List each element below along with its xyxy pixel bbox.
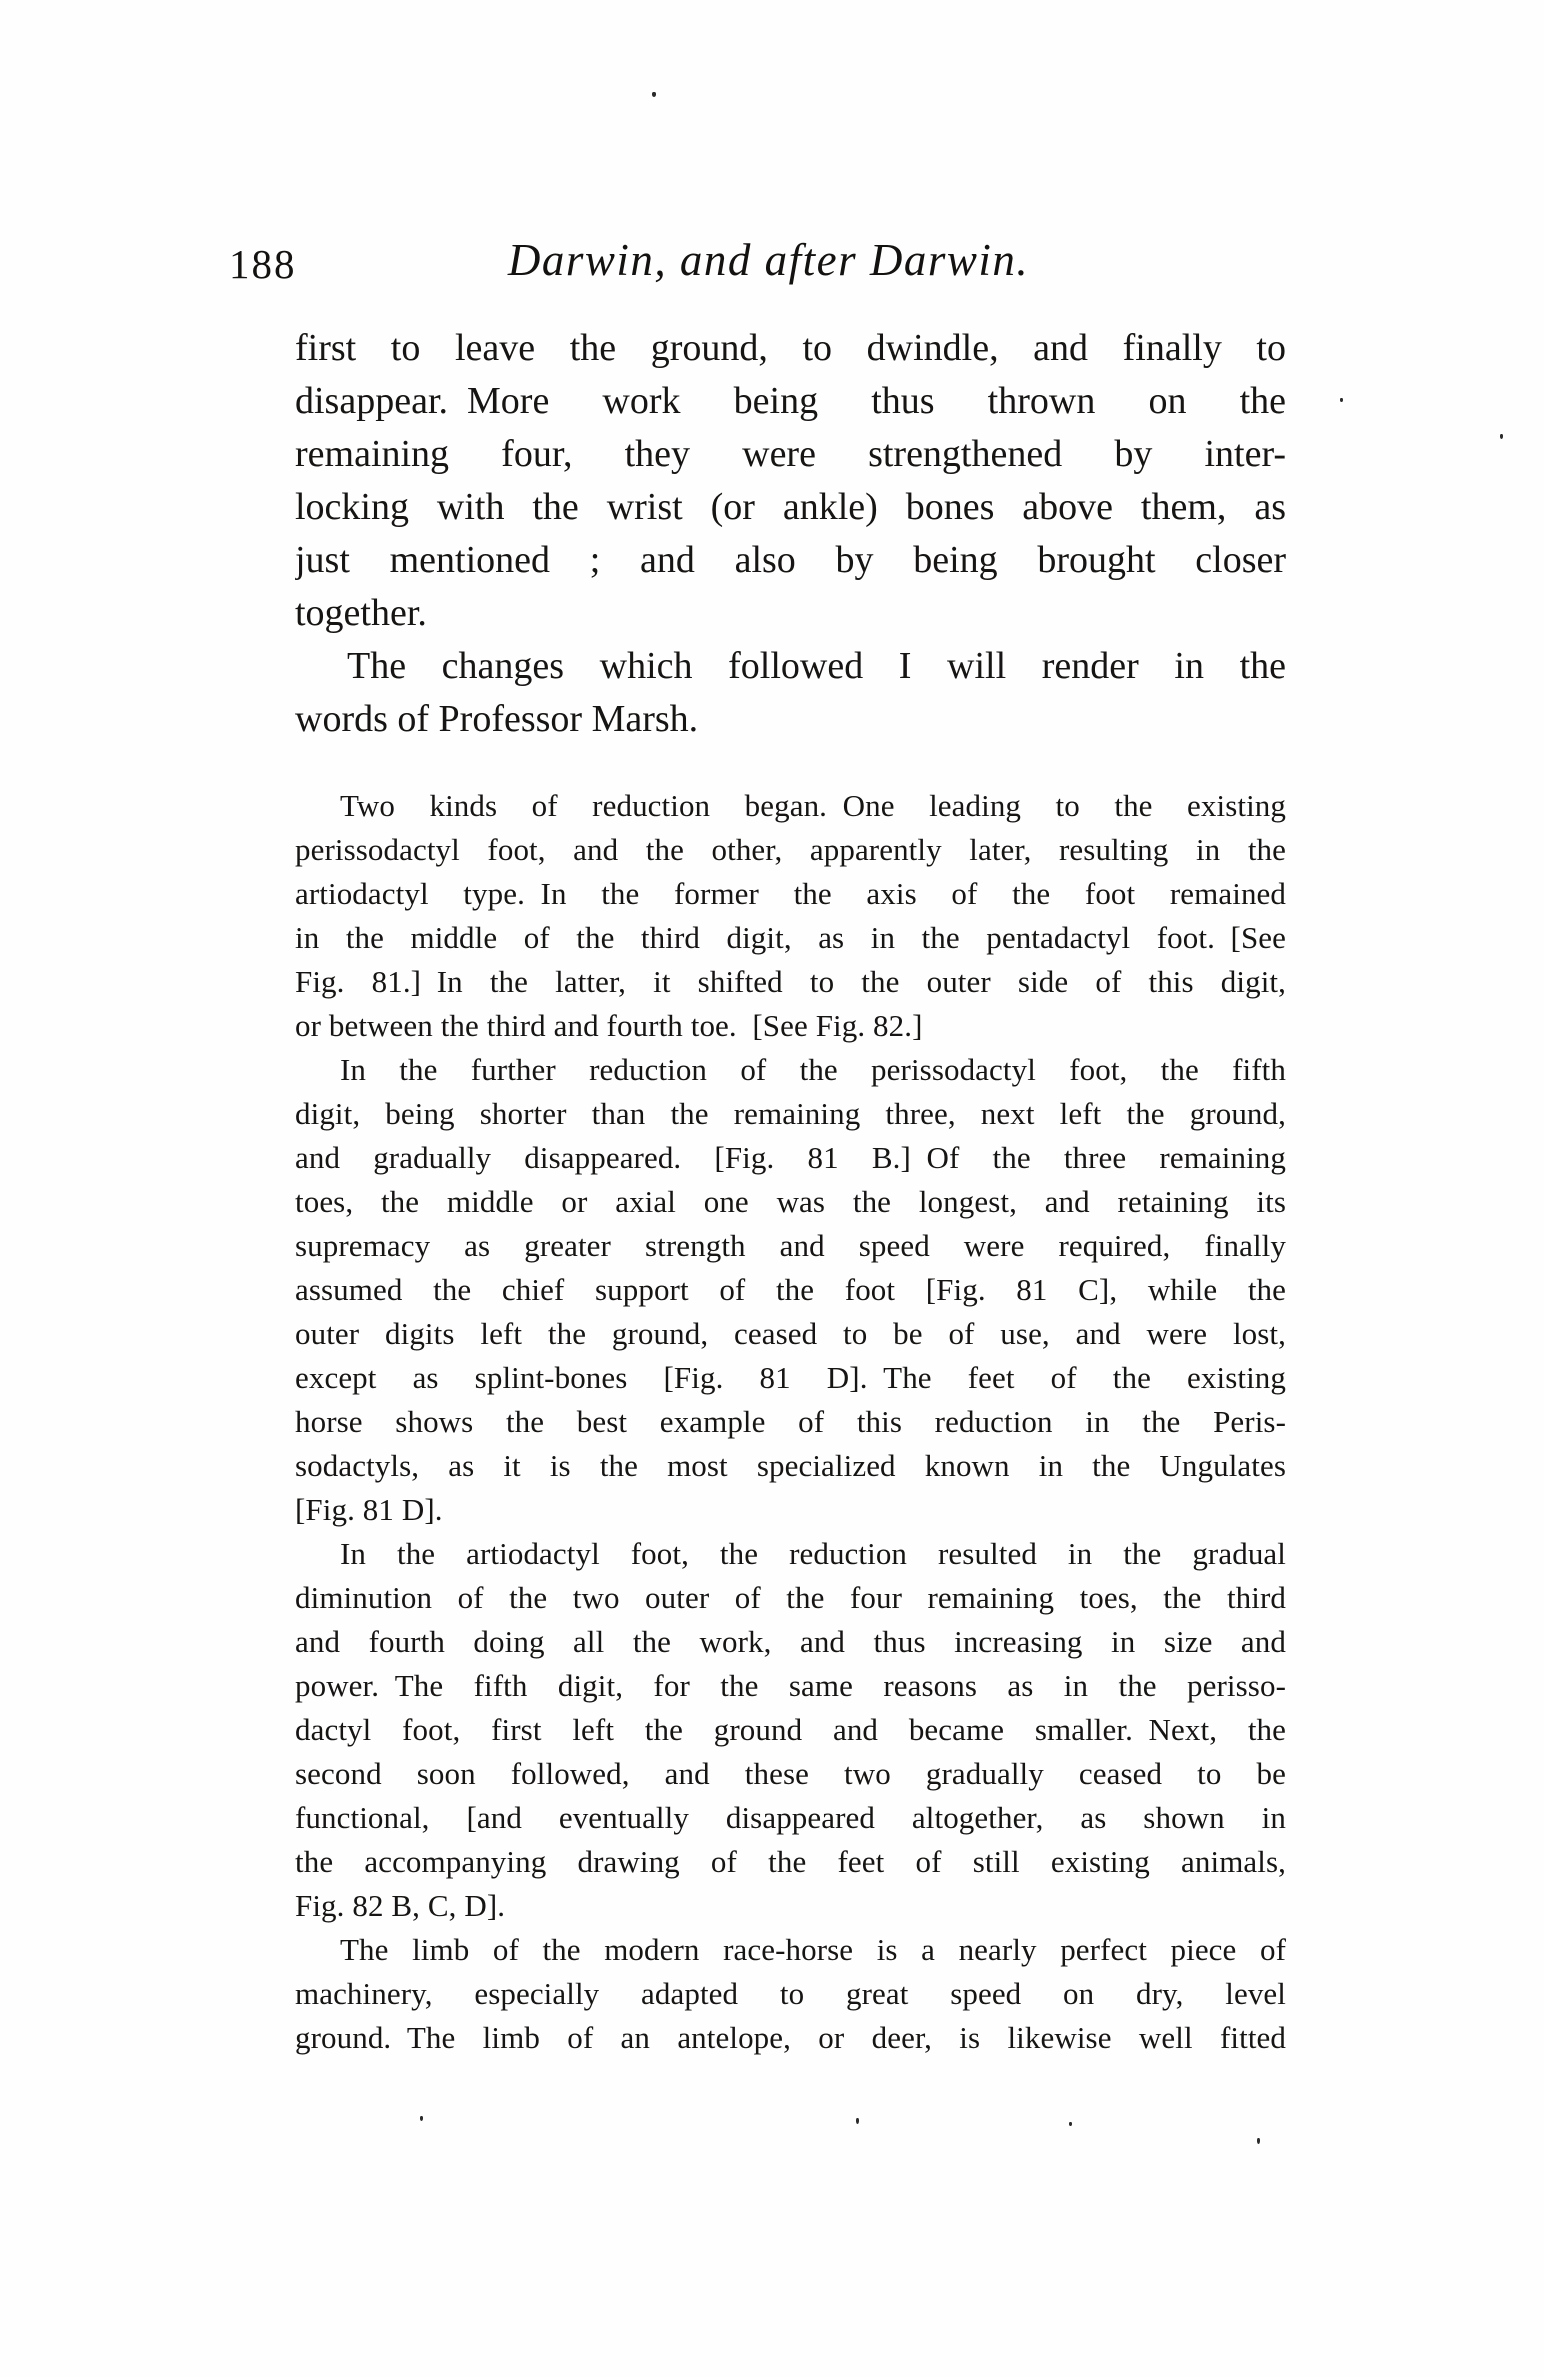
- text-line: Two kinds of reduction began. One leading to the existing: [340, 788, 1286, 823]
- text-line: The changes which followed I will render in the: [347, 645, 1286, 687]
- text-line: power. The fifth digit, for the same reasons as in the perisso-: [295, 1668, 1286, 1703]
- text-line: together.: [295, 592, 427, 634]
- text-line: or between the third and fourth toe. [See Fig. 82.]: [295, 1008, 923, 1043]
- text-line: just mentioned ; and also by being brought closer: [295, 539, 1286, 581]
- text-line: machinery, especially adapted to great speed on dry, level: [295, 1976, 1286, 2011]
- scan-speck: [1340, 398, 1343, 402]
- quote-paragraph-reduction: [295, 784, 1286, 1048]
- text-line: perissodactyl foot, and the other, apparently later, resulting in the: [295, 832, 1286, 867]
- text-line: Fig. 82 B, C, D].: [295, 1888, 506, 1923]
- running-title: Darwin, and after Darwin.: [507, 235, 1030, 285]
- text-line: The limb of the modern race-horse is a nearly perfect piece of: [340, 1932, 1286, 1967]
- page-number: 188: [229, 241, 297, 287]
- text-line: dactyl foot, first left the ground and became smaller. Next, the: [295, 1712, 1286, 1747]
- text-line: in the middle of the third digit, as in the pentadactyl foot. [See: [295, 920, 1286, 955]
- scan-speck: [652, 92, 656, 97]
- quote-paragraph-perissodactyl: [295, 1048, 1286, 1532]
- text-line: In the artiodactyl foot, the reduction resulted in the gradual: [340, 1536, 1286, 1571]
- text-line: assumed the chief support of the foot [Fig. 81 C], while the: [295, 1272, 1286, 1307]
- text-line: the accompanying drawing of the feet of still existing animals,: [295, 1844, 1286, 1879]
- quote-paragraph-artiodactyl: [295, 1532, 1286, 1928]
- text-line: In the further reduction of the perissodactyl foot, the fifth: [340, 1052, 1286, 1087]
- text-line: and fourth doing all the work, and thus increasing in size and: [295, 1624, 1286, 1659]
- text-line: outer digits left the ground, ceased to be of use, and were lost,: [295, 1316, 1286, 1351]
- text-line: disappear. More work being thus thrown on the: [295, 380, 1286, 422]
- text-line: remaining four, they were strengthened by inter-: [295, 433, 1286, 475]
- scan-speck: [856, 2118, 859, 2124]
- text-line: diminution of the two outer of the four remaining toes, the third: [295, 1580, 1286, 1615]
- text-line: artiodactyl type. In the former the axis of the foot remained: [295, 876, 1286, 911]
- text-line: supremacy as greater strength and speed were required, finally: [295, 1228, 1286, 1263]
- text-line: words of Professor Marsh.: [295, 698, 699, 740]
- text-line: functional, [and eventually disappeared altogether, as shown in: [295, 1800, 1286, 1835]
- text-line: [Fig. 81 D].: [295, 1492, 443, 1527]
- text-line: sodactyls, as it is the most specialized known in the Ungulates: [295, 1448, 1286, 1483]
- scan-speck: [420, 2116, 423, 2121]
- text-line: locking with the wrist (or ankle) bones above them, as: [295, 486, 1286, 528]
- paragraph-intro-marsh: [295, 640, 1286, 746]
- text-line: first to leave the ground, to dwindle, and finally to: [295, 327, 1286, 369]
- text-line: toes, the middle or axial one was the longest, and retaining its: [295, 1184, 1286, 1219]
- scan-speck: [1500, 434, 1503, 439]
- paragraph-continued: [295, 322, 1286, 640]
- text-line: Fig. 81.] In the latter, it shifted to the outer side of this digit,: [295, 964, 1286, 999]
- text-line: digit, being shorter than the remaining three, next left the ground,: [295, 1096, 1286, 1131]
- text-line: except as splint-bones [Fig. 81 D]. The feet of the existing: [295, 1360, 1286, 1395]
- text-line: and gradually disappeared. [Fig. 81 B.] Of the three remaining: [295, 1140, 1286, 1175]
- text-line: second soon followed, and these two gradually ceased to be: [295, 1756, 1286, 1791]
- text-line: ground. The limb of an antelope, or deer, is likewise well fitted: [295, 2020, 1286, 2055]
- running-head: [229, 234, 1286, 294]
- scan-speck: [1069, 2122, 1072, 2126]
- page-body: [295, 322, 1286, 2060]
- quote-paragraph-race-horse: [295, 1928, 1286, 2060]
- text-line: horse shows the best example of this reduction in the Peris-: [295, 1404, 1286, 1439]
- scan-speck: [1257, 2138, 1260, 2144]
